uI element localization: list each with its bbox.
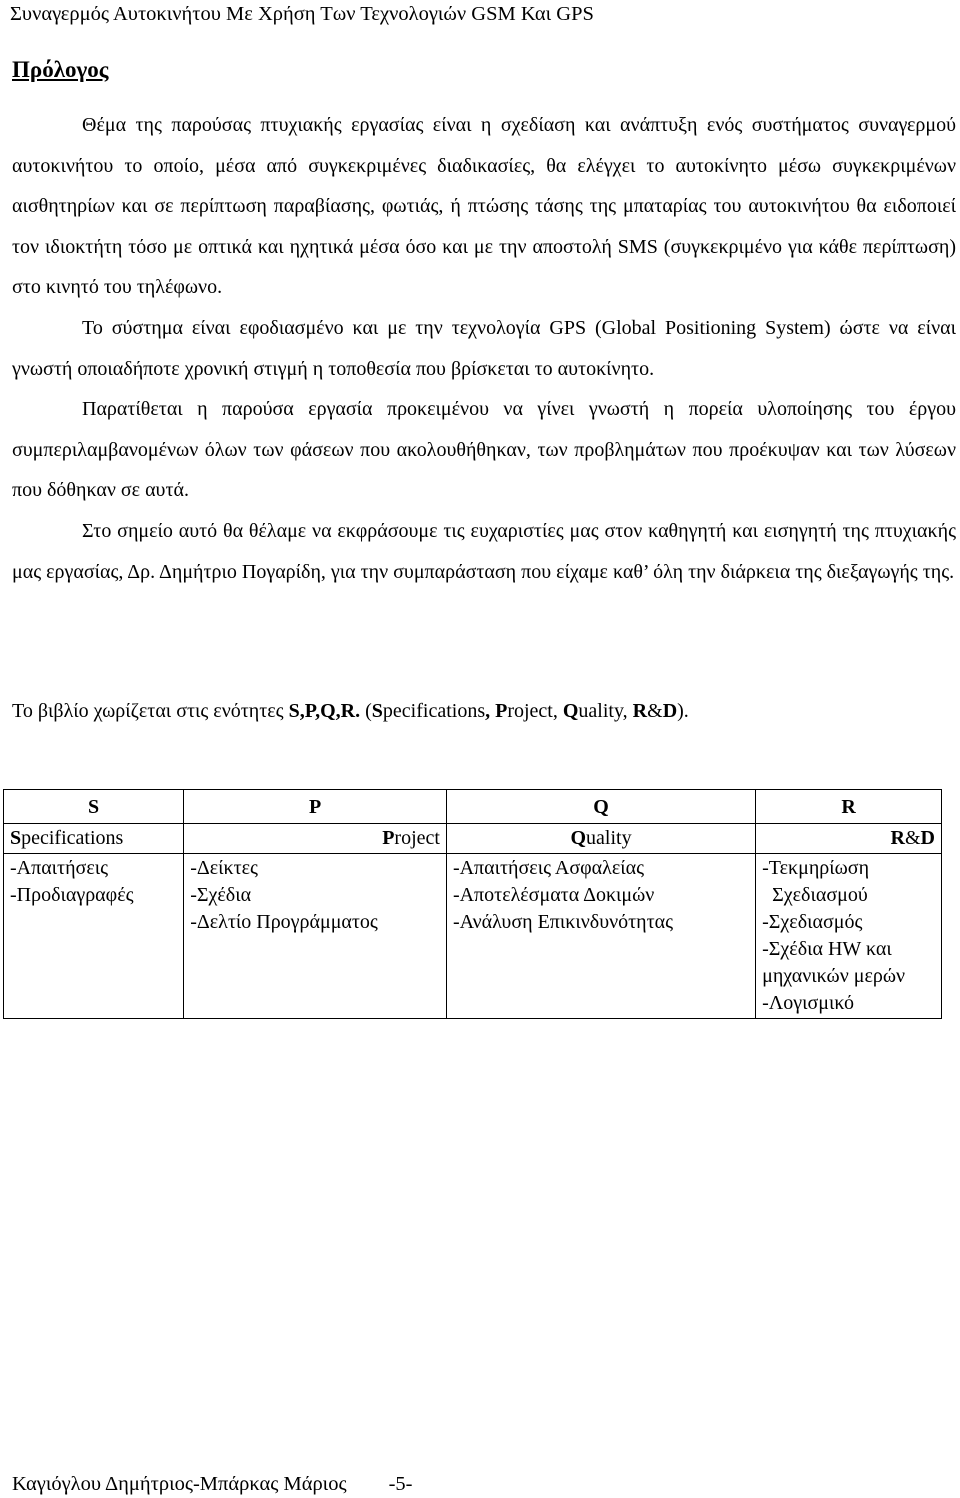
list-item: -Ανάλυση Επικινδυνότητας (452, 911, 674, 933)
rd-r: R (890, 827, 905, 849)
list-item: -Σχέδια HW και (762, 938, 892, 960)
preface-body (12, 105, 956, 592)
quality-rest: uality (586, 827, 632, 849)
list-item: Σχεδιασμού (762, 884, 868, 906)
intro-p-initial: P (495, 700, 508, 722)
specifications-rest: pecifications (21, 827, 124, 849)
list-item: μηχανικών μερών (762, 965, 906, 987)
paragraph-4: Στο σημείο αυτό θα θέλαμε να εκφράσουμε τις ευχαριστίες μας στον καθηγητή και εισηγητή της πτυχιακής μας εργασίας, Δρ. Δημήτριο Πογαρίδη, για την συμπαράσταση που είχαμε καθ’ όλη την διάρκεια της διεξαγωγής της. (12, 519, 956, 583)
list-item: -Λογισμικό (762, 992, 855, 1014)
project-initial: P (382, 827, 395, 849)
running-header: Συναγερμός Αυτοκινήτου Με Χρήση Των Τεχνολογιών GSM Και GPS (10, 3, 594, 25)
quality-initial: Q (570, 827, 587, 849)
page-footer (12, 1471, 412, 1497)
items-cell-q (446, 854, 755, 1019)
header-cell-s (4, 790, 184, 824)
intro-q-rest: uality, (578, 700, 633, 722)
list-item: -Σχέδια (190, 884, 252, 906)
name-cell-quality (446, 824, 755, 854)
intro-paren-close: ). (677, 700, 689, 722)
letter-p: P (308, 796, 322, 818)
list-item: -Σχεδιασμός (762, 911, 863, 933)
items-cell-r (756, 854, 942, 1019)
table-names-row (4, 824, 942, 854)
items-cell-s (4, 854, 184, 1019)
list-item: -Απαιτήσεις (10, 857, 109, 879)
rd-amp: & (904, 827, 921, 849)
name-cell-rd (756, 824, 942, 854)
items-cell-p (184, 854, 447, 1019)
intro-r-amp: & (647, 700, 663, 722)
table-header-row (4, 790, 942, 824)
letter-q: Q (593, 796, 609, 818)
paragraph-1: Θέμα της παρούσας πτυχιακής εργασίας είναι η σχεδίαση και ανάπτυξη ενός συστήματος συναγερμού αυτοκινήτου το οποίο, μέσα από συγκεκριμένες διαδικασίες, θα ελέγχει το αυτοκίνητο μέσω συγκεκριμένων αισθητηρίων και σε περίπτωση παραβίασης, φωτιάς, ή πτώσης τάσης της μπαταρίας του αυτοκινήτου θα ειδοποιεί τον ιδιοκτήτη τόσο με οπτικά και ηχητικά μέσα όσο και με την αποστολή SMS (συγκεκριμένο για κάθε περίπτωση) στο κινητό του τηλέφωνο. (12, 114, 957, 299)
letter-r: R (841, 796, 856, 818)
table-items-row (4, 854, 942, 1019)
name-cell-project (184, 824, 447, 854)
header-cell-p (184, 790, 447, 824)
header-cell-q (446, 790, 755, 824)
intro-prefix: Το βιβλίο χωρίζεται στις ενότητες (12, 700, 289, 722)
page-number: -5- (388, 1473, 413, 1495)
intro-sep: , (485, 700, 496, 722)
list-item: -Δελτίο Προγράμματος (190, 911, 378, 933)
spqr-table (3, 789, 942, 1019)
book-sections-intro (12, 696, 689, 726)
intro-s-rest: pecifications (382, 700, 486, 722)
intro-letters: S,P,Q,R. (288, 700, 361, 722)
footer-authors: Καγιόγλου Δημήτριος-Μπάρκας Μάριος (12, 1473, 347, 1495)
paragraph-3: Παρατίθεται η παρούσα εργασία προκειμένου να γίνει γνωστή η πορεία υλοποίησης του έργου συμπεριλαμβανομένων όλων των φάσεων που ακολουθήθηκαν, των προβλημάτων που προέκυψαν και των λύσεων που δόθηκαν σε αυτά. (12, 398, 956, 502)
header-cell-r (756, 790, 942, 824)
list-item: -Απαιτήσεις Ασφαλείας (452, 857, 645, 879)
intro-d-initial: D (662, 700, 678, 722)
specifications-initial: S (10, 827, 22, 849)
project-rest: roject (394, 827, 440, 849)
list-item: -Αποτελέσματα Δοκιμών (452, 884, 655, 906)
paragraph-2: Το σύστημα είναι εφοδιασμένο και με την τεχνολογία GPS (Global Positioning System) ώστε να είναι γνωστή οποιαδήποτε χρονική στιγμή η τοποθεσία που βρίσκεται το αυτοκίνητο. (12, 316, 956, 380)
intro-s-initial: S (371, 700, 383, 722)
list-item: -Δείκτες (190, 857, 258, 879)
intro-q-initial: Q (562, 700, 579, 722)
intro-r-initial: R (632, 700, 648, 722)
list-item: -Τεκμηρίωση (762, 857, 870, 879)
intro-paren-open: ( (360, 700, 372, 722)
page-title: Πρόλογος (12, 57, 109, 82)
rd-d: D (920, 827, 935, 849)
name-cell-specifications (4, 824, 184, 854)
list-item: -Προδιαγραφές (10, 884, 134, 906)
intro-p-rest: roject, (507, 700, 563, 722)
letter-s: S (88, 796, 100, 818)
